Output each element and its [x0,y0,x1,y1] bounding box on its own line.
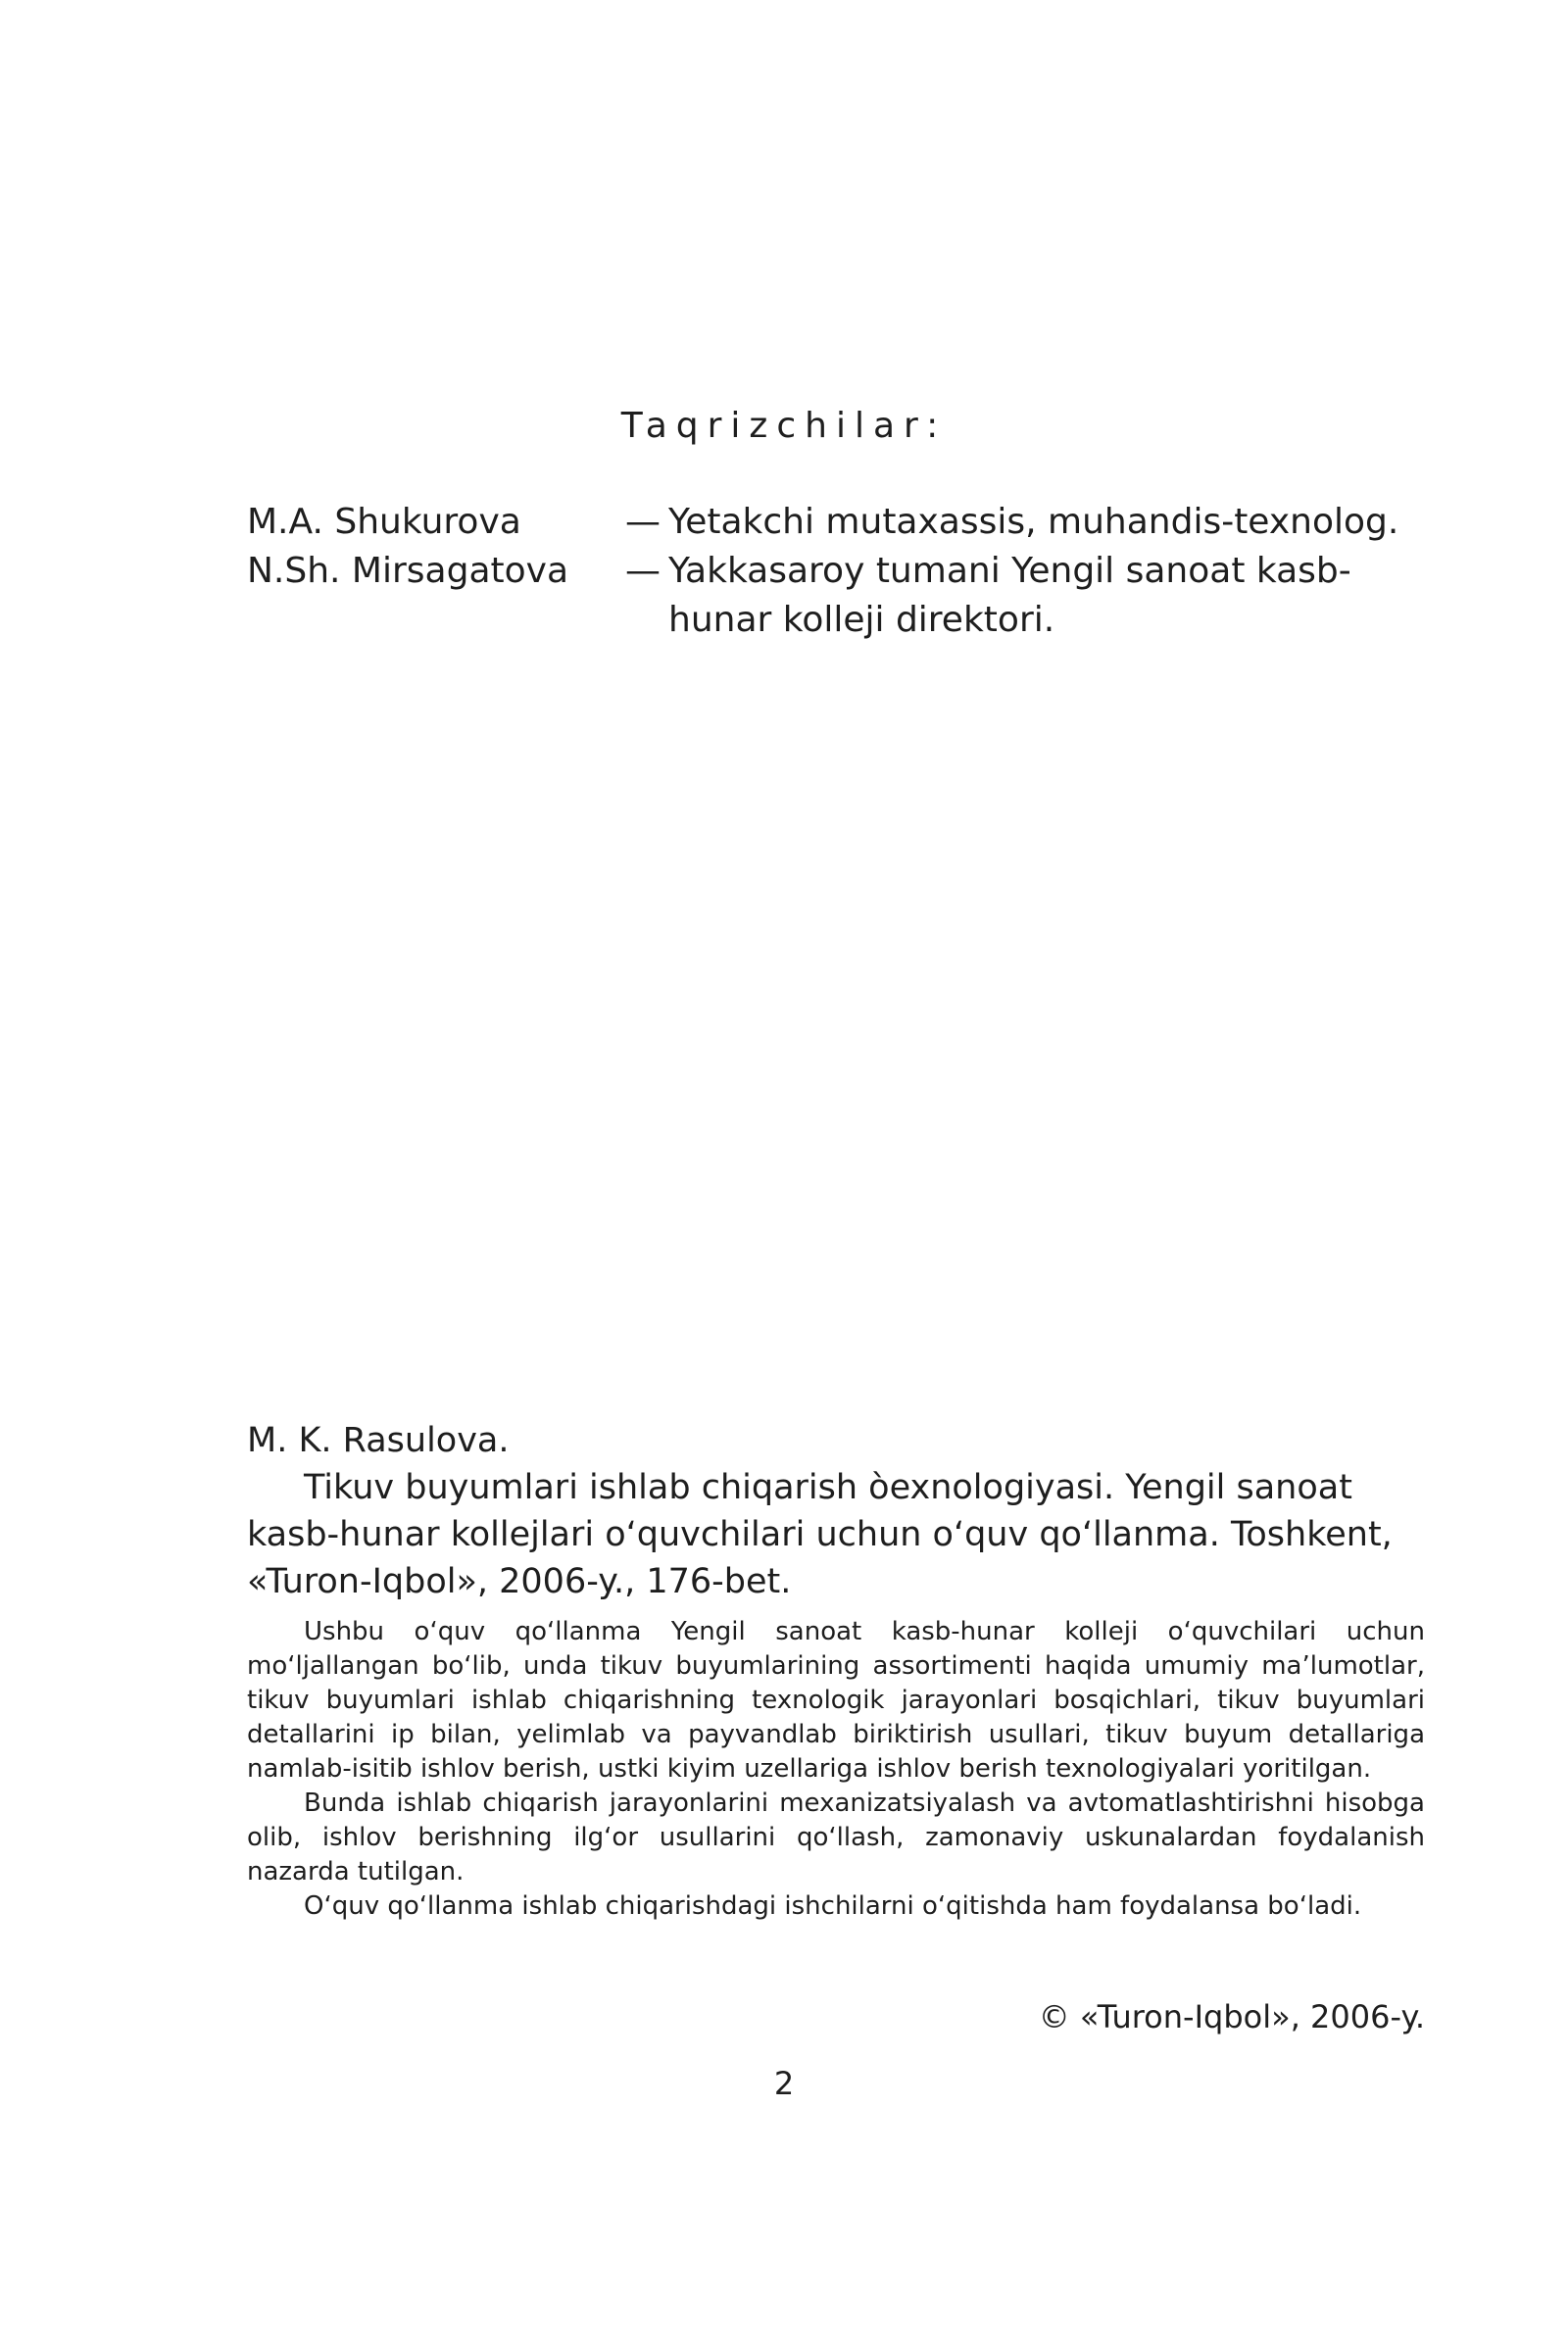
reviewers-heading: Taqrizchilar: [620,406,948,446]
abstract [247,1615,1425,1924]
reviewer-dash: — [625,502,661,542]
abstract-paragraph: Ushbu o‘quv qo‘llanma Yengil sanoat kasb-hunar kolleji o‘quvchilari uchun mo‘ljallangan bo‘lib, unda tikuv buyumlarining assortimenti haqida umumiy ma’lumotlar, tikuv buyumlari ishlab chiqarishning texnologik jarayonlari bosqichlari, tikuv buyumlari detallarini ip bilan, yelimlab va payvandlab biriktirish usullari, tikuv buyum detallariga namlab-isitib ishlov berish, ustki kiyim uzellariga ishlov berish texnologiyalari yoritilgan. [247,1617,1425,1784]
reviewer-entry [247,498,1423,547]
reviewer-role: Yakkasaroy tumani Yengil sanoat kasb-hunar kolleji direktori. [668,551,1351,640]
abstract-paragraph: O‘quv qo‘llanma ishlab chiqarishdagi ishchilarni o‘qitishda ham foydalansa bo‘ladi. [304,1891,1362,1921]
copyright-notice: © «Turon-Iqbol», 2006-y. [1038,1998,1425,2035]
reviewer-name: M.A. Shukurova [247,502,521,542]
page-number: 2 [773,2065,795,2102]
reviewer-dash: — [625,551,661,591]
reviewer-role: Yetakchi mutaxassis, muhandis-texnolog. [668,502,1399,542]
reviewers-list [247,498,1423,645]
abstract-paragraph: Bunda ishlab chiqarish jarayonlarini mexanizatsiyalash va avtomatlashtirishni hisobga olib, ishlov berishning ilg‘or usullarini qo‘llash, zamonaviy uskunalardan foydalanish nazarda tutilgan. [247,1788,1425,1886]
reviewer-name: N.Sh. Mirsagatova [247,551,569,591]
reviewer-entry [247,547,1423,645]
citation-details: Tikuv buyumlari ishlab chiqarish òexnologiyasi. Yengil sanoat kasb-hunar kollejlari o‘quvchilari uchun o‘quv qo‘llanma. Toshkent, «Turon-Iqbol», 2006-y., 176-bet. [247,1468,1393,1601]
citation-author: M. K. Rasulova. [247,1421,510,1460]
bibliographic-citation [247,1417,1425,1605]
